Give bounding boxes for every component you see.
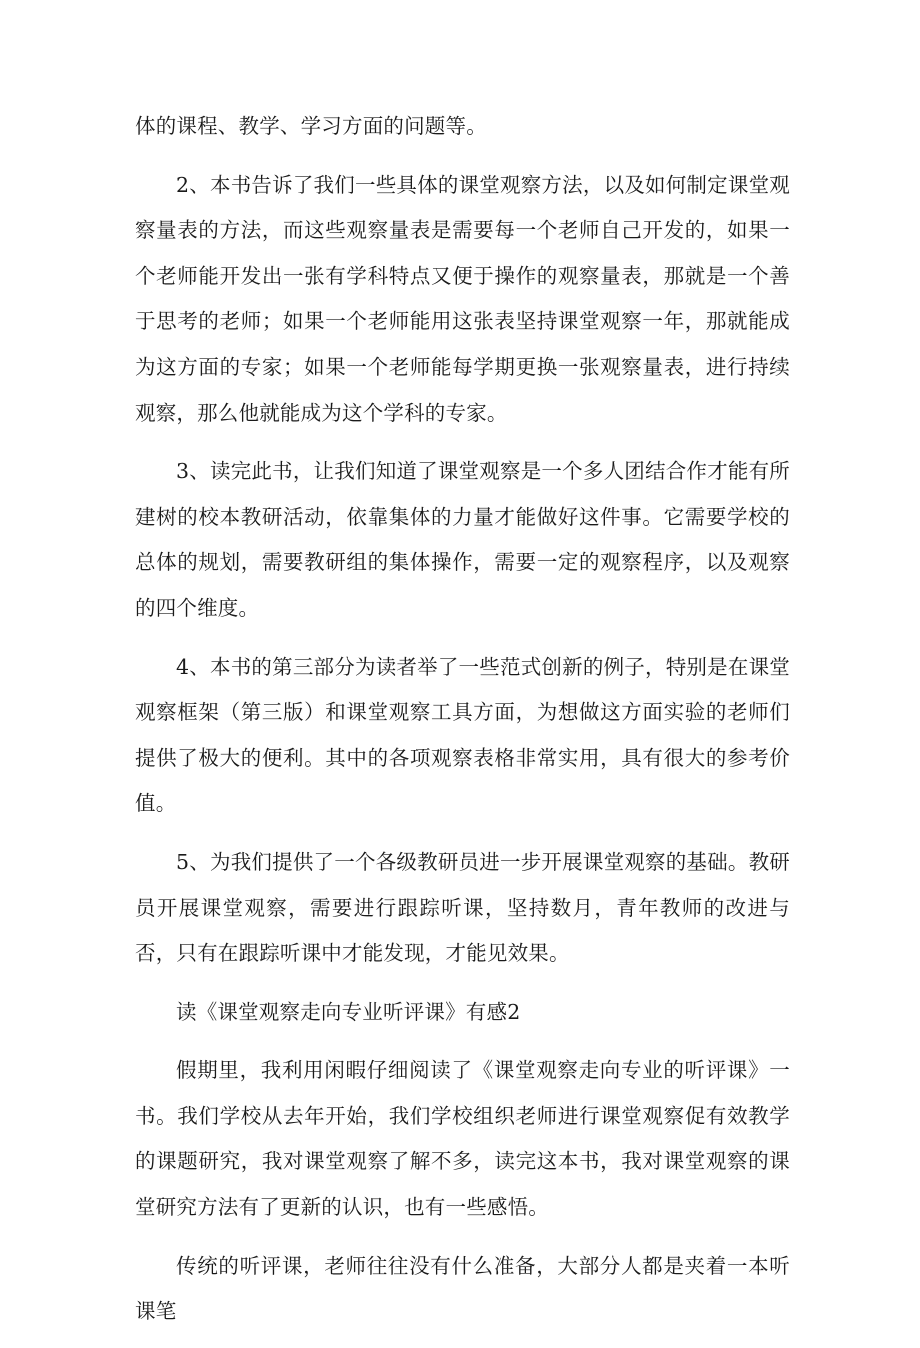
paragraph-intro: 假期里，我利用闲暇仔细阅读了《课堂观察走向专业的听评课》一书。我们学校从去年开始，我们学校组织老师进行课堂观察促有效教学的课题研究，我对课堂观察了解不多，读完这本书，我对课堂观察的课堂研究方法有了更新的认识，也有一些感悟。 (135, 1058, 790, 1220)
paragraph-point-2: 2、本书告诉了我们一些具体的课堂观察方法，以及如何制定课堂观察量表的方法，而这些观察量表是需要每一个老师自己开发的，如果一个老师能开发出一张有学科特点又便于操作的观察量表，那就是一个善于思考的老师；如果一个老师能用这张表坚持课堂观察一年，那就能成为这方面的专家；如果一个老师能每学期更换一张观察量表，进行持续观察，那么他就能成为这个学科的专家。 (135, 172, 790, 425)
section-heading: 读《课堂观察走向专业听评课》有感2 (176, 999, 521, 1024)
paragraph-point-3: 3、读完此书，让我们知道了课堂观察是一个多人团结合作才能有所建树的校本教研活动，依靠集体的力量才能做好这件事。它需要学校的总体的规划，需要教研组的集体操作，需要一定的观察程序，以及观察的四个维度。 (135, 459, 790, 620)
document-body (135, 104, 790, 1348)
paragraph-point-4: 4、本书的第三部分为读者举了一些范式创新的例子，特别是在课堂观察框架（第三版）和课堂观察工具方面，为想做这方面实验的老师们提供了极大的便利。其中的各项观察表格非常实用，具有很大的参考价值。 (135, 654, 790, 816)
paragraph-continuation: 体的课程、教学、学习方面的问题等。 (135, 114, 487, 138)
paragraph-point-5: 5、为我们提供了一个各级教研员进一步开展课堂观察的基础。教研员开展课堂观察，需要进行跟踪听课，坚持数月，青年教师的改进与否，只有在跟踪听课中才能发现，才能见效果。 (135, 849, 790, 966)
paragraph-traditional: 传统的听评课，老师往往没有什么准备，大部分人都是夹着一本听课笔 (135, 1253, 790, 1324)
